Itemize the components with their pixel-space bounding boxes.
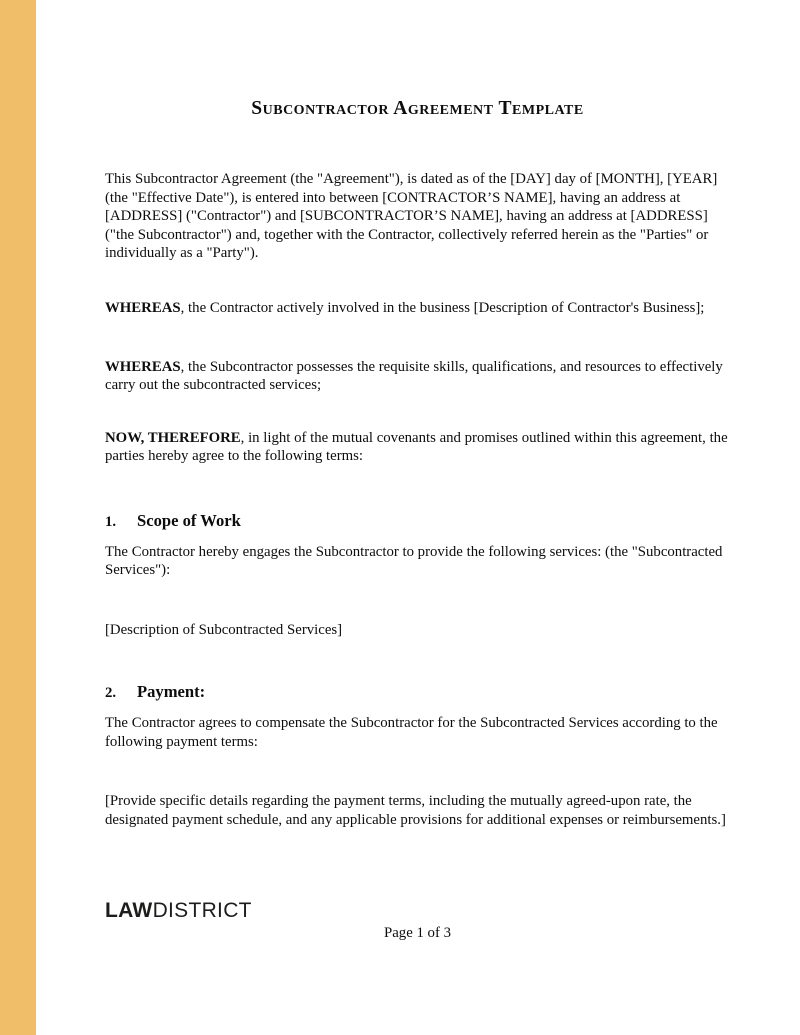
lawdistrict-logo — [105, 899, 730, 923]
page-footer — [105, 899, 730, 943]
whereas-subcontractor-clause — [105, 358, 730, 395]
payment-terms-placeholder: [Provide specific details regarding the payment terms, including the mutually agreed-upon rate, the designated payment schedule, and any applicable provisions for additional expenses or reimbursements.] — [105, 793, 726, 828]
page-title: Subcontractor Agreement Template — [251, 98, 584, 119]
logo-district-text: DISTRICT — [152, 899, 252, 923]
intro-paragraph: This Subcontractor Agreement (the "Agreement"), is dated as of the [DAY] day of [MONTH], [YEAR] (the "Effective Date"), is entered into between [CONTRACTOR’S NAME], having an address at [ADDRESS] ("Contractor") and [SUBCONTRACTOR’S NAME], having an address at [ADDRESS] ("the Subcontractor") and, together with the Contractor, collectively referred herein as the "Parties" or individually as a "Party"). — [105, 171, 718, 262]
whereas-contractor-clause — [105, 299, 730, 318]
subcontracted-services-placeholder: [Description of Subcontracted Services] — [105, 621, 343, 638]
whereas-lead: WHEREAS — [105, 358, 181, 375]
section-payment-heading — [105, 681, 730, 703]
section-number: 2. — [105, 685, 117, 702]
section-scope-of-work-heading — [105, 510, 730, 532]
accent-stripe — [0, 0, 36, 1035]
section-title: Scope of Work — [137, 510, 241, 530]
payment-body: The Contractor agrees to compensate the Subcontractor for the Subcontracted Services according to the following payment terms: — [105, 714, 718, 750]
section-title: Payment: — [137, 682, 206, 702]
now-therefore-clause — [105, 429, 730, 466]
document-content — [105, 0, 730, 943]
whereas-text: , the Contractor actively involved in the business [Description of Contractor's Business]; — [180, 299, 705, 316]
now-therefore-text: , in light of the mutual covenants and promises outlined within this agreement, the parties hereby agree to the following terms: — [105, 429, 728, 465]
page-number: Page 1 of 3 — [384, 925, 451, 942]
section-number: 1. — [105, 513, 117, 530]
now-therefore-lead: NOW, THEREFORE — [105, 429, 241, 446]
whereas-text: , the Subcontractor possesses the requisite skills, qualifications, and resources to effectively carry out the subcontracted services; — [105, 358, 723, 394]
whereas-lead: WHEREAS — [105, 299, 181, 316]
logo-law-text: LAW — [105, 899, 153, 923]
scope-of-work-body: The Contractor hereby engages the Subcontractor to provide the following services: (the "Subcontracted Services"): — [105, 543, 723, 579]
